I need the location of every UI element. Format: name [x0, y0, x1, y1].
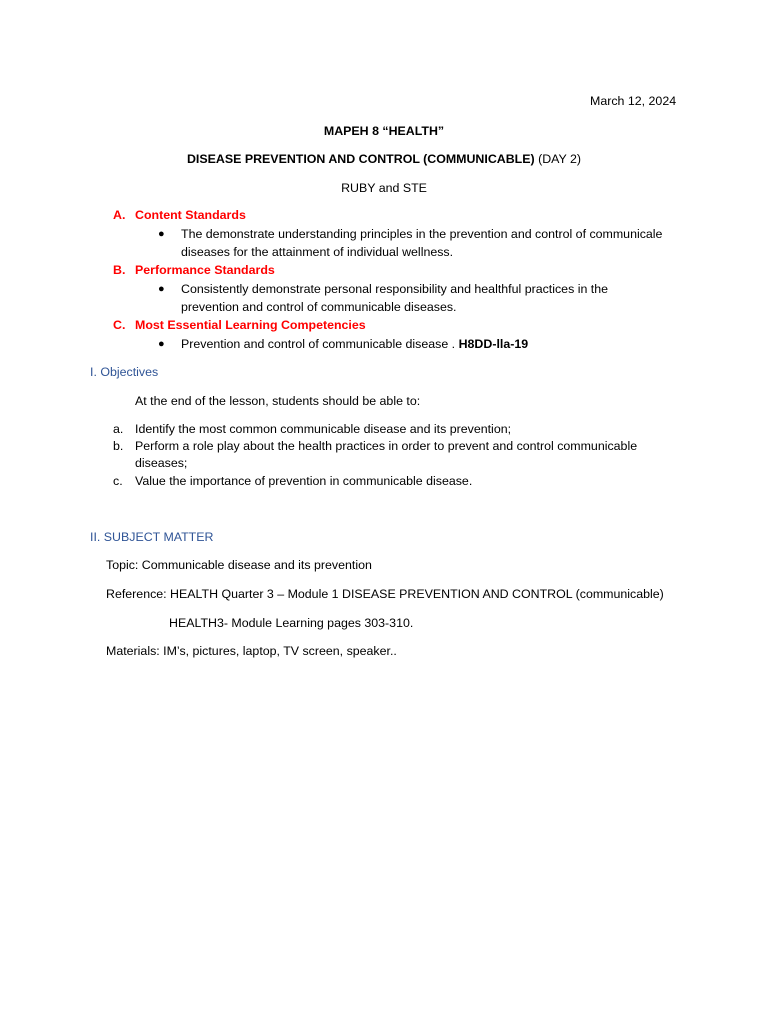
lesson-title: MAPEH 8 “HEALTH”: [323, 124, 445, 138]
objective-b-marker: b.: [113, 439, 124, 453]
bullet-icon: ●: [158, 228, 165, 240]
standard-b-line-2: prevention and control of communicable diseases.: [181, 300, 457, 314]
subject-reference: Reference: HEALTH Quarter 3 – Module 1 DISEASE PREVENTION AND CONTROL (communicable): [106, 587, 664, 601]
standard-b-line-1: Consistently demonstrate personal responsibility and healthful practices in the: [181, 282, 609, 296]
objectives-intro: At the end of the lesson, students should be able to:: [135, 394, 421, 408]
subject-topic: Topic: Communicable disease and its prevention: [106, 558, 372, 572]
competency-code: H8DD-lla-19: [458, 337, 529, 351]
lesson-subtitle: [0, 152, 768, 166]
objective-a-text: Identify the most common communicable disease and its prevention;: [135, 422, 512, 436]
standard-c-marker: C.: [113, 318, 126, 332]
subject-reference-sub: HEALTH3- Module Learning pages 303-310.: [169, 616, 414, 630]
objective-c-text: Value the importance of prevention in communicable disease.: [135, 474, 473, 488]
standard-a-line-1: The demonstrate understanding principles in the prevention and control of communicale: [181, 227, 663, 241]
objective-b-line-1: Perform a role play about the health practices in order to prevent and control communicable: [135, 439, 638, 453]
objective-b-line-2: diseases;: [135, 456, 188, 470]
standard-a-marker: A.: [113, 208, 126, 222]
subject-matter-heading: II. SUBJECT MATTER: [90, 530, 214, 544]
subtitle-day: (DAY 2): [534, 152, 581, 166]
section-line: RUBY and STE: [341, 181, 427, 195]
bullet-icon: ●: [158, 338, 165, 350]
standard-a-heading: Content Standards: [135, 208, 246, 222]
objectives-heading: I. Objectives: [90, 365, 159, 379]
standard-c-line: [181, 337, 528, 351]
lesson-date: March 12, 2024: [590, 94, 677, 108]
objective-c-marker: c.: [113, 474, 123, 488]
objective-a-marker: a.: [113, 422, 124, 436]
standard-a-line-2: diseases for the attainment of individual wellness.: [181, 245, 454, 259]
subject-materials: Materials: IM’s, pictures, laptop, TV screen, speaker..: [106, 644, 397, 658]
standard-c-heading: Most Essential Learning Competencies: [135, 318, 366, 332]
standard-b-heading: Performance Standards: [135, 263, 275, 277]
competency-text: Prevention and control of communicable disease .: [181, 337, 459, 351]
standard-b-marker: B.: [113, 263, 126, 277]
bullet-icon: ●: [158, 283, 165, 295]
subtitle-topic: DISEASE PREVENTION AND CONTROL (COMMUNICABLE): [186, 152, 535, 166]
